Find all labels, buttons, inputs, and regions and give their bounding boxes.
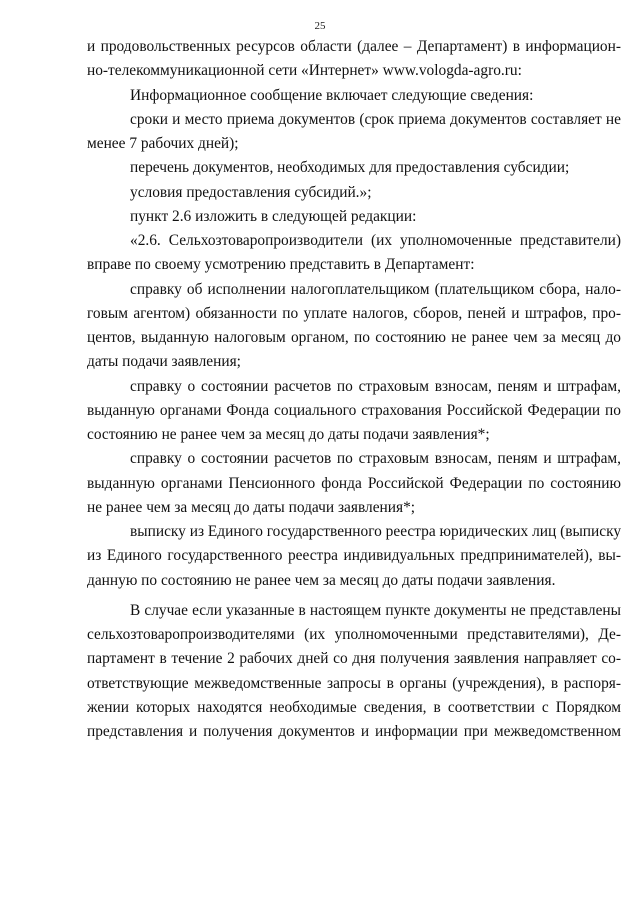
text-line: менее 7 рабочих дней); [87, 135, 239, 152]
text-line: Информационное сообщение включает следующие сведения: [130, 86, 534, 104]
text-line: говым агентом) обязанности по уплате налогов, сборов, пеней и штрафов, про- [87, 304, 621, 322]
text-line: справку об исполнении налогоплательщиком (плательщиком сбора, нало- [130, 280, 621, 298]
text-line: пункт 2.6 изложить в следующей редакции: [130, 207, 417, 225]
text-line: выданную органами Фонда социального страхования Российской Федерации по [87, 401, 621, 419]
text-line: сельхозтоваропроизводителями (их уполномоченными представителями), Де- [87, 626, 621, 643]
text-line: данную по состоянию не ранее чем за месяц до даты подачи заявления. [87, 571, 556, 589]
text-line: центов, выданную налоговым органом, по состоянию не ранее чем за месяц до [87, 329, 621, 346]
text-line: партамент в течение 2 рабочих дней со дня получения заявления направляет со- [87, 650, 621, 668]
page-number: 25 [314, 20, 326, 32]
text-line: жении которых находятся необходимые сведения, в соответствии с Порядком [87, 698, 621, 716]
document-body [87, 35, 621, 744]
text-line: из Единого государственного реестра индивидуальных предпринимателей), вы- [87, 547, 621, 565]
text-line: выписку из Единого государственного реестра юридических лиц (выписку [130, 523, 621, 540]
text-line: выданную органами Пенсионного фонда Российской Федерации по состоянию [87, 474, 621, 492]
text-line: справку о состоянии расчетов по страховым взносам, пеням и штрафам, [130, 377, 621, 395]
text-line: сроки и место приема документов (срок приема документов составляет не [130, 110, 621, 128]
text-line: не ранее чем за месяц до даты подачи заявления*; [87, 498, 416, 516]
text-line: перечень документов, необходимых для предоставления субсидии; [130, 159, 570, 177]
text-line: и продовольственных ресурсов области (далее – Департамент) в информацион- [87, 38, 621, 55]
text-line: но-телекоммуникационной сети «Интернет» www.vologda-agro.ru: [87, 62, 522, 80]
text-line: условия предоставления субсидий.»; [130, 183, 372, 201]
text-line: состоянию не ранее чем за месяц до даты подачи заявления*; [87, 426, 490, 443]
text-line: справку о состоянии расчетов по страховым взносам, пеням и штрафам, [130, 450, 621, 468]
text-line: ответствующие межведомственные запросы в органы (учреждения), в распоря- [87, 674, 621, 692]
text-line: даты подачи заявления; [87, 353, 241, 371]
text-line: вправе по своему усмотрению представить в Департамент: [87, 256, 475, 274]
text-line: В случае если указанные в настоящем пункте документы не представлены [130, 601, 621, 619]
text-line: представления и получения документов и информации при межведомственном [87, 723, 621, 740]
text-line: «2.6. Сельхозтоваропроизводители (их уполномоченные представители) [130, 232, 621, 249]
